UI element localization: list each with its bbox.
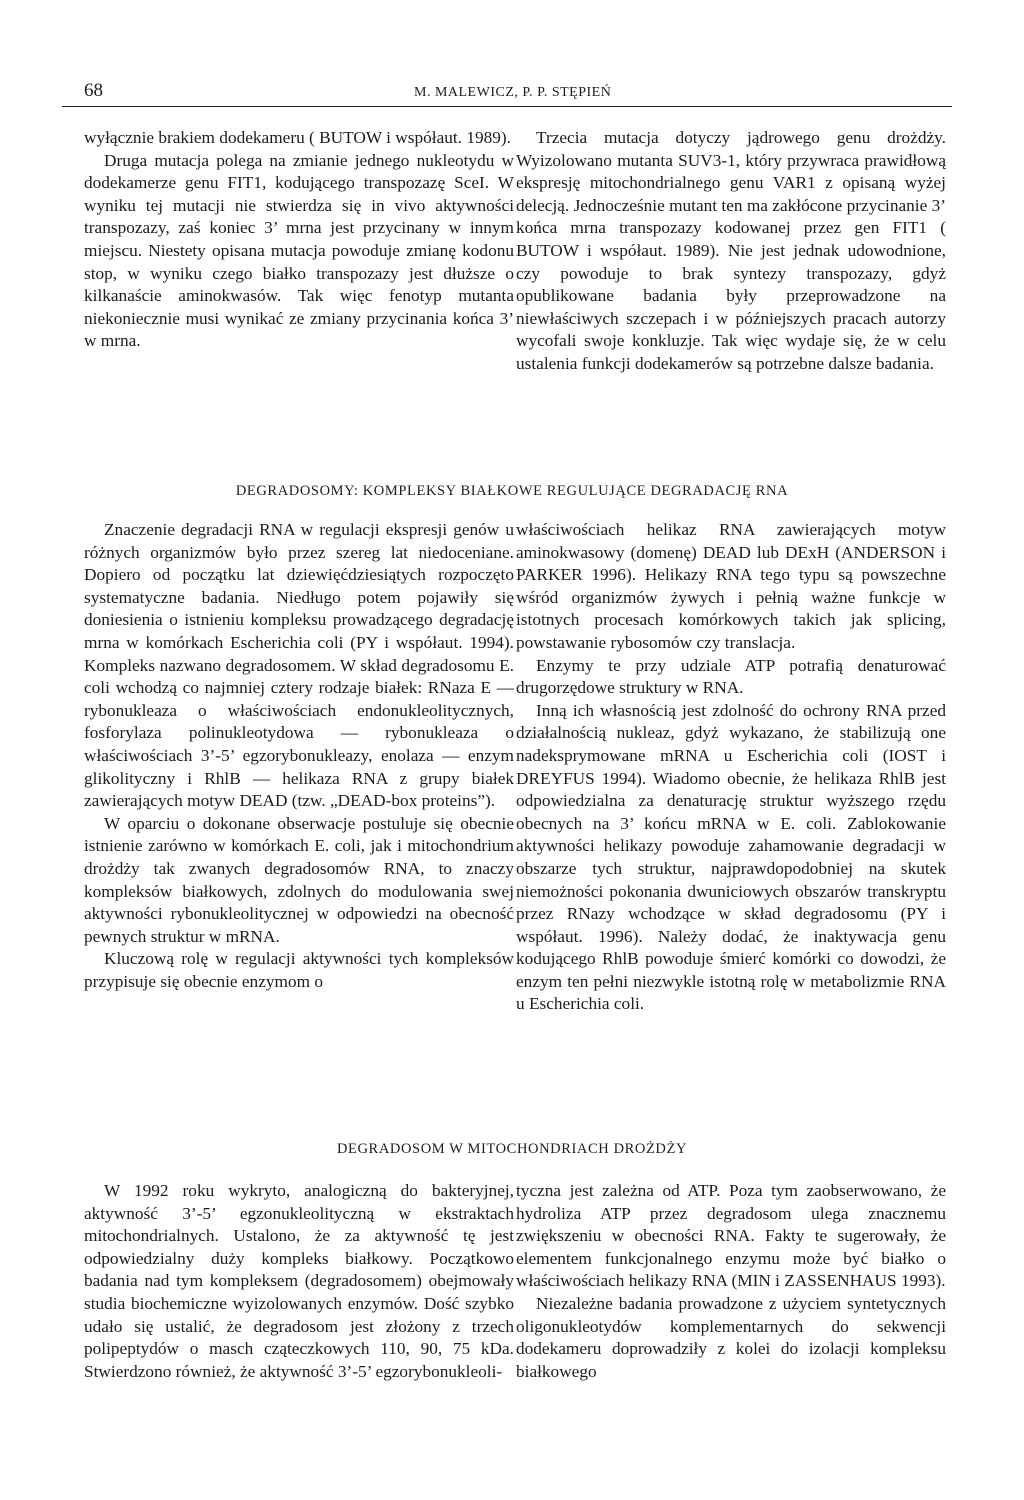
section1-left-column	[84, 519, 514, 993]
section-title-degradosomy: DEGRADOSOMY: KOMPLEKSY BIAŁKOWE REGULUJĄCE DEGRADACJĘ RNA	[235, 483, 789, 499]
page-number: 68	[84, 80, 103, 101]
paragraph: Inną ich własnością jest zdolność do ochrony RNA przed działalnością nukleaz, gdyż wykazano, że stabilizują one nadeksprymowane mRNA u Escherichia coli (IOST i DREYFUS 1994). Wiadomo obecnie, że helikaza RhlB jest odpowiedzialna za denaturację struktur wyższego rzędu obecnych na 3’ końcu mRNA w E. coli. Zablokowanie aktywności helikazy powoduje zahamowanie degradacji w obszarze tych struktur, najprawdopodobniej na skutek niemożności pokonania dwuniciowych obszarów transkryptu przez RNazy wchodzące w skład degradosomu (PY i współaut. 1996). Należy dodać, że inaktywacja genu kodującego RhlB powoduje śmierć komórki co dowodzi, że enzym ten pełni niezwykle istotną rolę w metabolizmie RNA u Escherichia coli.	[516, 700, 946, 1014]
paragraph: W 1992 roku wykryto, analogiczną do bakteryjnej, aktywność 3’-5’ egzonukleolityczną w ekstraktach mitochondrialnych. Ustalono, że za aktywność tę jest odpowiedzialny duży kompleks białkowy. Początkowo badania nad tym kompleksem (degradosomem) obejmowały studia biochemiczne wyizolowanych enzymów. Dość szybko udało się ustalić, że degradosom jest złożony z trzech polipeptydów o masch cząteczkowych 110, 90, 75 kDa. Stwierdzono również, że aktywność 3’-5’ egzorybonukleoli-	[84, 1181, 514, 1381]
top-right-column	[516, 127, 946, 376]
paragraph: Niezależne badania prowadzone z użyciem syntetycznych oligonukleotydów komplementarnych do sekwencji dodekameru doprowadziły z kolei do izolacji kompleksu białkowego	[516, 1293, 946, 1381]
section2-right-column	[516, 1180, 946, 1383]
paragraph: tyczna jest zależna od ATP. Poza tym zaobserwowano, że hydroliza ATP przez degradosom ulega znacznemu zwiększeniu w obecności RNA. Fakty te sugerowały, że elementem funkcjonalnego enzymu może być białko o właściwościach helikazy RNA (MIN i ZASSENHAUS 1993).	[516, 1181, 946, 1291]
paragraph: W oparciu o dokonane obserwacje postuluje się obecnie istnienie zarówno w komórkach E. coli, jak i mitochondrium drożdży tak zwanych degradosomów RNA, to znaczy kompleksów białkowych, zdolnych do modulowania swej aktywności rybonukleolitycznej w odpowiedzi na obecność pewnych struktur w mRNA.	[84, 813, 514, 946]
paragraph: Enzymy te przy udziale ATP potrafią denaturować drugorzędowe struktury w RNA.	[516, 655, 946, 698]
section-title-mitochondria: DEGRADOSOM W MITOCHONDRIACH DROŻDŻY	[336, 1141, 688, 1157]
page-header	[62, 80, 952, 107]
paragraph: Znaczenie degradacji RNA w regulacji ekspresji genów u różnych organizmów było przez szereg lat niedoceniane. Dopiero od początku lat dziewięćdziesiątych rozpoczęto systematyczne badania. Niedługo potem pojawiły się doniesienia o istnieniu kompleksu prowadzącego degradację mrna w komórkach Escherichia coli (PY i współaut. 1994). Kompleks nazwano degradosomem. W skład degradosomu E. coli wchodzą co najmniej cztery rodzaje białek: RNaza E — rybonukleaza o właściwościach endonukleolitycznych, fosforylaza polinukleotydowa — rybonukleaza o właściwościach 3’-5’ egzorybonukleazy, enolaza — enzym glikolityczny i RhlB — helikaza RNA z grupy białek zawierających motyw DEAD (tzw. „DEAD-box proteins”).	[84, 520, 514, 811]
running-head: M. MALEWICZ, P. P. STĘPIEŃ	[414, 85, 612, 100]
top-left-column	[84, 127, 514, 353]
paragraph: Druga mutacja polega na zmianie jednego nukleotydu w dodekamerze genu FIT1, kodującego transpozazę SceI. W wyniku tej mutacji nie stwierdza się in vivo aktywności transpozazy, zaś koniec 3’ mrna jest przycinany w innym miejscu. Niestety opisana mutacja powoduje zmianę kodonu stop, w wyniku czego białko transpozazy jest dłuższe o kilkanaście aminokwasów. Tak więc fenotyp mutanta niekoniecznie musi wynikać ze zmiany przycinania końca 3’ w mrna.	[84, 150, 514, 351]
paragraph: wyłącznie brakiem dodekameru ( BUTOW i współaut. 1989).	[84, 128, 511, 147]
paragraph: właściwościach helikaz RNA zawierających motyw aminokwasowy (domenę) DEAD lub DExH (ANDERSON i PARKER 1996). Helikazy RNA tego typu są powszechne wśród organizmów żywych i pełnią ważne funkcje w istotnych procesach komórkowych takich jak splicing, powstawanie rybosomów czy translacja.	[516, 520, 946, 652]
section1-right-column	[516, 519, 946, 1016]
paragraph: Kluczową rolę w regulacji aktywności tych kompleksów przypisuje się obecnie enzymom o	[84, 949, 514, 991]
paragraph: Trzecia mutacja dotyczy jądrowego genu drożdży. Wyizolowano mutanta SUV3-1, który przywraca prawidłową ekspresję mitochondrialnego genu VAR1 z opisaną wyżej delecją. Jednocześnie mutant ten ma zakłócone przycinanie 3’ końca mrna transpozazy kodowanej przez gen FIT1 ( BUTOW i współaut. 1989). Nie jest jednak udowodnione, czy powoduje to brak syntezy transpozazy, gdyż opublikowane badania były przeprowadzone na niewłaściwych szczepach i w późniejszych pracach autorzy wycofali swoje konkluzje. Tak więc wydaje się, że w celu ustalenia funkcji dodekamerów są potrzebne dalsze badania.	[516, 128, 946, 373]
section2-left-column	[84, 1180, 514, 1383]
